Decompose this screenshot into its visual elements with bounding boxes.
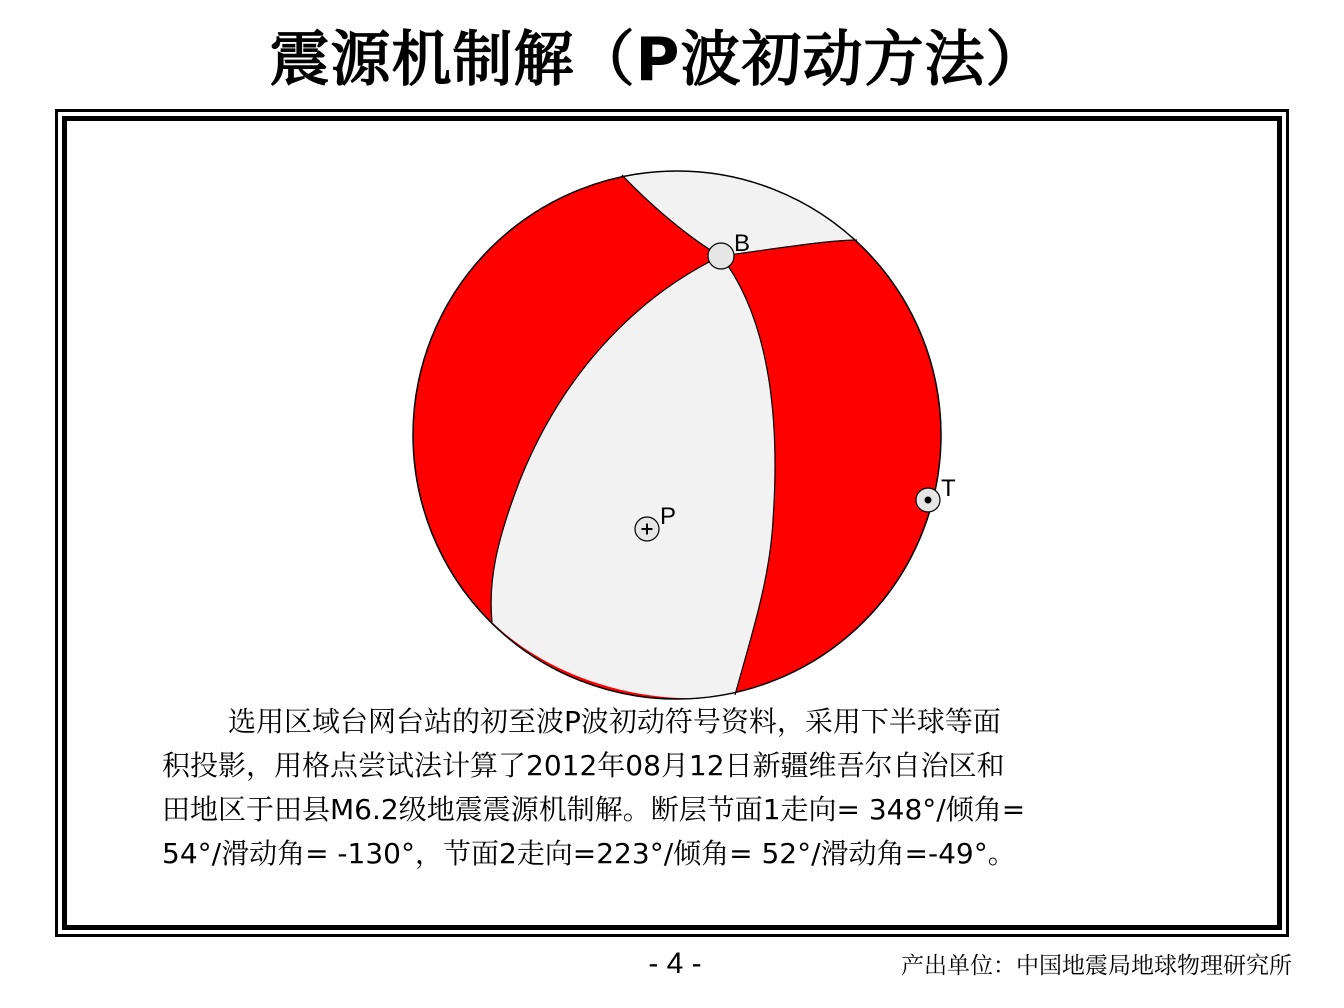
t-axis-label: T xyxy=(941,475,956,502)
b-axis-circle-icon xyxy=(708,243,734,269)
slide-title: 震源机制解（P波初动方法） xyxy=(269,25,1047,95)
b-axis-label: B xyxy=(734,230,751,257)
page-number: - 4 - xyxy=(648,947,702,980)
producer-credit: 产出单位：中国地震局地球物理研究所 xyxy=(901,953,1292,979)
description-line-1: 选用区域台网台站的初至波P波初动符号资料，采用下半球等面 xyxy=(228,705,1001,738)
description-line-3: 田地区于田县M6.2级地震震源机制解。断层节面1走向= 348°/倾角= xyxy=(162,793,1026,826)
description-line-4: 54°/滑动角= -130°，节面2走向=223°/倾角= 52°/滑动角=-49°。 xyxy=(162,837,1016,870)
p-axis-label: P xyxy=(660,503,677,530)
description-line-2: 积投影，用格点尝试法计算了2012年08月12日新疆维吾尔自治区和 xyxy=(162,749,1005,782)
t-axis-dot-icon xyxy=(925,497,932,504)
focal-mechanism-description xyxy=(162,700,1202,876)
